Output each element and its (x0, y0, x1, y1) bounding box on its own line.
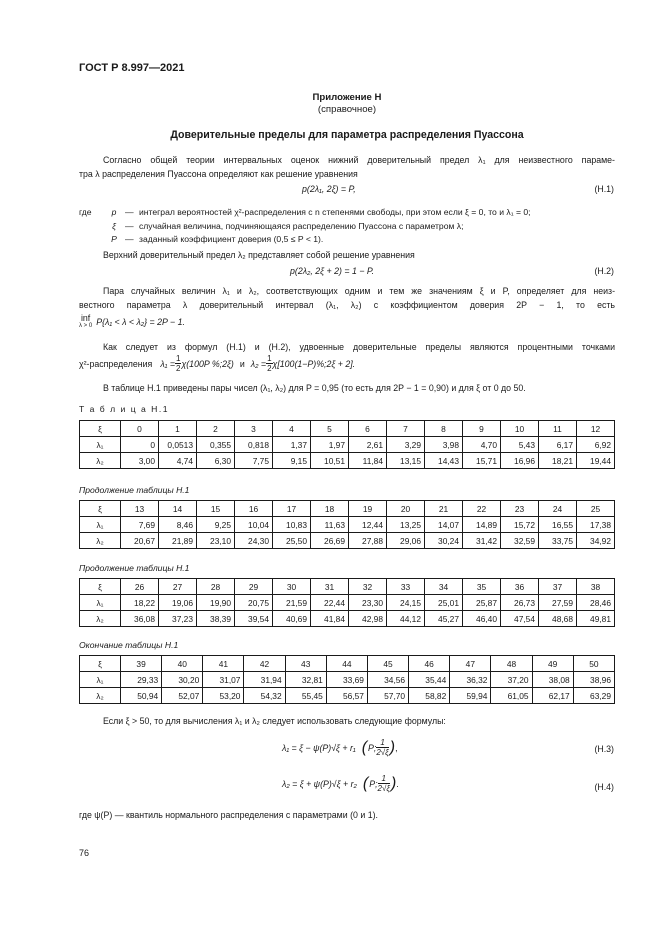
table-cell: 40 (162, 656, 203, 672)
table-cell: 31 (311, 579, 349, 595)
table-cell: 19,06 (159, 595, 197, 611)
table-cell: 58,82 (409, 688, 450, 704)
table-cell: 16,96 (501, 453, 539, 469)
table-cell: 8 (425, 421, 463, 437)
table-cell: 25,01 (425, 595, 463, 611)
table-cell: 18,21 (539, 453, 577, 469)
table-cell: 16,55 (539, 517, 577, 533)
row-label: λ₂ (80, 453, 121, 469)
table-cell: 21 (425, 501, 463, 517)
definition-symbol: P (111, 234, 117, 244)
table-cell: 31,42 (463, 533, 501, 549)
row-label: λ₂ (80, 611, 121, 627)
equation-h4-number: (Н.4) (594, 782, 614, 792)
definition-row: P — заданный коэффициент доверия (0,5 ≤ P < 1). (79, 233, 615, 247)
table-cell: 38,96 (573, 672, 614, 688)
table-cell: 49,81 (577, 611, 615, 627)
table-cell: 43 (285, 656, 326, 672)
table-cell: 9,25 (197, 517, 235, 533)
table-cell: 14 (159, 501, 197, 517)
data-table-2 (79, 500, 615, 549)
table-cell: 47,54 (501, 611, 539, 627)
table-cell: 2,61 (349, 437, 387, 453)
table-cell: 22 (463, 501, 501, 517)
table-cell: 0,355 (197, 437, 235, 453)
table-row (80, 688, 615, 704)
row-label: λ₂ (80, 533, 121, 549)
table-row (80, 533, 615, 549)
table-cell: 21,59 (273, 595, 311, 611)
table-cell: 36 (501, 579, 539, 595)
inf-operator: inf (80, 313, 91, 323)
equation-h3-lhs: λ₁ = ξ − ψ(P)√ξ + r₁ (282, 742, 356, 753)
data-table-3 (79, 578, 615, 627)
table-cell: 3,29 (387, 437, 425, 453)
upper-limit-text: Верхний доверительный предел λ₂ представляет собой решение уравнения (103, 250, 415, 260)
appendix-label: Приложение Н (312, 92, 382, 103)
equation-h3: λ₁ = ξ − ψ(P)√ξ + r₁ ( P; $\frac{1}{2√\xi}$ ) , (282, 738, 398, 757)
table-cell: 20,75 (235, 595, 273, 611)
half-fraction: $\frac{1}{2}$ (176, 354, 181, 373)
table-row (80, 437, 615, 453)
table-cell: 42 (244, 656, 285, 672)
table-row (80, 421, 615, 437)
table-cell: 13,25 (387, 517, 425, 533)
equation-h4-func: P; (369, 778, 378, 789)
table-cell: 29,33 (121, 672, 162, 688)
data-table-4 (79, 655, 615, 704)
table-cell: 5,43 (501, 437, 539, 453)
where-label: где (79, 207, 92, 217)
table-cell: 5 (311, 421, 349, 437)
equation-h3-number: (Н.3) (594, 744, 614, 754)
table-cell: 32,81 (285, 672, 326, 688)
table-cell: 38 (577, 579, 615, 595)
table-cell: 26,69 (311, 533, 349, 549)
table-cell: 1,97 (311, 437, 349, 453)
table-cell: 62,17 (532, 688, 573, 704)
table-cell: 1,37 (273, 437, 311, 453)
table-cell: 3,98 (425, 437, 463, 453)
table-cell: 13 (121, 501, 159, 517)
table-cell: 48 (491, 656, 532, 672)
table-cell: 1 (159, 421, 197, 437)
definition-symbol: ξ (112, 220, 116, 231)
intro-line-2: тра λ распределения Пуассона определяют как решение уравнения (79, 169, 358, 179)
table-cell: 6,30 (197, 453, 235, 469)
pair-line-1: Пара случайных величин λ₁ и λ₂, соответствующих одним и тем же значениям ξ и P, определяет для неиз- (103, 286, 615, 296)
table-cell: 19 (349, 501, 387, 517)
table-cell: 11 (539, 421, 577, 437)
table-cell: 26,73 (501, 595, 539, 611)
definition-row: ξ — случайная величина, подчиняющаяся распределению Пуассона с параметром λ; (79, 220, 615, 234)
table-cell: 23,30 (349, 595, 387, 611)
half-fraction: $\frac{1}{2}$ (267, 354, 272, 373)
table-cell: 11,63 (311, 517, 349, 533)
table-cell: 25,87 (463, 595, 501, 611)
table-cell: 10 (501, 421, 539, 437)
table-cell: 2 (197, 421, 235, 437)
table-cell: 29,06 (387, 533, 425, 549)
lambda2-tail: χ[100(1−P)%;2ξ + 2]. (272, 358, 356, 369)
table-cell: 33,75 (539, 533, 577, 549)
lambda2-expr: λ₂ = (250, 358, 267, 369)
table-cell: 28 (197, 579, 235, 595)
interval-expression: P{λ₁ < λ < λ₂} = 2P − 1. (96, 317, 185, 327)
table-cell: 7,75 (235, 453, 273, 469)
table-cell: 35,44 (409, 672, 450, 688)
table-cell: 19,90 (197, 595, 235, 611)
equation-h1: p(2λ₁, 2ξ) = P, (302, 184, 356, 194)
table-cell: 31,07 (203, 672, 244, 688)
table-cell: 28,46 (577, 595, 615, 611)
table-cell: 24,15 (387, 595, 425, 611)
table-cell: 56,57 (326, 688, 367, 704)
row-label: ξ (80, 579, 121, 595)
table-cell: 36,32 (450, 672, 491, 688)
table-cell: 9 (463, 421, 501, 437)
table-cell: 14,07 (425, 517, 463, 533)
table-cell: 24,30 (235, 533, 273, 549)
equation-h2-number: (Н.2) (594, 266, 614, 276)
table-cell: 14,89 (463, 517, 501, 533)
table-cell: 13,15 (387, 453, 425, 469)
table-cell: 29 (235, 579, 273, 595)
table-row (80, 672, 615, 688)
page-number: 76 (79, 848, 90, 858)
table-cell: 27 (159, 579, 197, 595)
table-row (80, 595, 615, 611)
row-label: ξ (80, 656, 121, 672)
equation-h3-func: P; (368, 742, 377, 753)
large-xi-text: Если ξ > 50, то для вычисления λ₁ и λ₂ следует использовать следующие формулы: (103, 716, 446, 726)
table-cell: 0 (121, 421, 159, 437)
table-cell: 15 (197, 501, 235, 517)
table-row (80, 517, 615, 533)
table-cell: 40,69 (273, 611, 311, 627)
table-cell: 19,44 (577, 453, 615, 469)
table-cell: 33,69 (326, 672, 367, 688)
table-cell: 34,92 (577, 533, 615, 549)
table-cell: 32 (349, 579, 387, 595)
row-label: λ₁ (80, 437, 121, 453)
table-cell: 48,68 (539, 611, 577, 627)
table-cell: 37 (539, 579, 577, 595)
intro-line-1: Согласно общей теории интервальных оценок нижний доверительный предел λ₁ для неизвестного параме- (103, 155, 615, 165)
table-intro: В таблице Н.1 приведены пары чисел (λ₁, λ₂) для P = 0,95 (то есть для 2P − 1 = 0,90) и для ξ от 0 до 50. (103, 383, 526, 393)
table-cell: 7,69 (121, 517, 159, 533)
table-caption: Окончание таблицы Н.1 (79, 640, 179, 650)
table-cell: 39,54 (235, 611, 273, 627)
table-cell: 41,84 (311, 611, 349, 627)
table-cell: 27,59 (539, 595, 577, 611)
follows-line-1: Как следует из формул (Н.1) и (Н.2), удвоенные доверительные пределы являются процентными точками (103, 342, 615, 352)
table-cell: 25 (577, 501, 615, 517)
table-cell: 12,44 (349, 517, 387, 533)
table-cell: 46,40 (463, 611, 501, 627)
table-cell: 20,67 (121, 533, 159, 549)
psi-note: где ψ(P) — квантиль нормального распределения с параметрами (0 и 1). (79, 810, 378, 820)
table-cell: 49 (532, 656, 573, 672)
table-cell: 0,818 (235, 437, 273, 453)
table-cell: 34 (425, 579, 463, 595)
table-cell: 30 (273, 579, 311, 595)
equation-h2: p(2λ₂, 2ξ + 2) = 1 − P. (290, 266, 375, 276)
inv-sqrt-fraction: $\frac{1}{2√\xi}$ (376, 738, 389, 757)
table-cell: 10,51 (311, 453, 349, 469)
table-cell: 20 (387, 501, 425, 517)
table-cell: 18,22 (121, 595, 159, 611)
table-caption: Т а б л и ц а Н.1 (79, 404, 170, 414)
table-cell: 18 (311, 501, 349, 517)
table-cell: 6,17 (539, 437, 577, 453)
and-word: и (239, 358, 245, 369)
equation-h4: λ₂ = ξ + ψ(P)√ξ + r₂ ( P; $\frac{1}{2√\xi}$ ) . (282, 774, 399, 793)
table-cell: 55,45 (285, 688, 326, 704)
row-label: ξ (80, 501, 121, 517)
table-cell: 45,27 (425, 611, 463, 627)
table-row (80, 611, 615, 627)
table-cell: 37,20 (491, 672, 532, 688)
table-cell: 22,44 (311, 595, 349, 611)
table-cell: 57,70 (367, 688, 408, 704)
table-cell: 50 (573, 656, 614, 672)
table-cell: 0 (121, 437, 159, 453)
row-label: λ₁ (80, 595, 121, 611)
table-cell: 10,83 (273, 517, 311, 533)
interval-formula (79, 314, 185, 330)
definition-text: заданный коэффициент доверия (0,5 ≤ P < 1). (139, 234, 324, 244)
table-cell: 4,70 (463, 437, 501, 453)
document-header: ГОСТ Р 8.997—2021 (79, 62, 185, 74)
table-cell: 17,38 (577, 517, 615, 533)
table-cell: 11,84 (349, 453, 387, 469)
table-cell: 31,94 (244, 672, 285, 688)
table-cell: 16 (235, 501, 273, 517)
table-cell: 10,04 (235, 517, 273, 533)
table-cell: 9,15 (273, 453, 311, 469)
appendix-note: (справочное) (317, 104, 377, 115)
table-cell: 6,92 (577, 437, 615, 453)
table-cell: 27,88 (349, 533, 387, 549)
table-cell: 38,39 (197, 611, 235, 627)
table-cell: 30,24 (425, 533, 463, 549)
equation-h4-lhs: λ₂ = ξ + ψ(P)√ξ + r₂ (282, 778, 357, 789)
table-cell: 37,23 (159, 611, 197, 627)
row-label: λ₁ (80, 672, 121, 688)
table-caption: Продолжение таблицы Н.1 (79, 563, 190, 573)
lambda1-expr: λ₁ = (160, 358, 175, 369)
row-label: λ₁ (80, 517, 121, 533)
table-cell: 35 (463, 579, 501, 595)
table-cell: 34,56 (367, 672, 408, 688)
table-row (80, 453, 615, 469)
table-cell: 53,20 (203, 688, 244, 704)
table-cell: 44,12 (387, 611, 425, 627)
appendix-title: Доверительные пределы для параметра распределения Пуассона (170, 129, 524, 141)
inv-sqrt-fraction: $\frac{1}{2√\xi}$ (377, 774, 390, 793)
row-label: λ₂ (80, 688, 121, 704)
table-cell: 24 (539, 501, 577, 517)
table-cell: 39 (121, 656, 162, 672)
table-cell: 23 (501, 501, 539, 517)
chi-prefix: χ²-распределения (79, 358, 153, 369)
definition-text: случайная величина, подчиняющаяся распределению Пуассона с параметром λ; (139, 220, 464, 231)
table-cell: 12 (577, 421, 615, 437)
table-cell: 46 (409, 656, 450, 672)
table-cell: 38,08 (532, 672, 573, 688)
table-cell: 25,50 (273, 533, 311, 549)
data-table-1 (79, 420, 615, 469)
equation-h1-number: (Н.1) (594, 184, 614, 194)
inf-subscript: λ > 0 (79, 323, 93, 329)
table-cell: 3 (235, 421, 273, 437)
table-cell: 54,32 (244, 688, 285, 704)
table-cell: 42,98 (349, 611, 387, 627)
table-cell: 7 (387, 421, 425, 437)
table-cell: 50,94 (121, 688, 162, 704)
table-cell: 44 (326, 656, 367, 672)
lambda1-tail: χ(100P %;2ξ) (181, 358, 234, 369)
table-cell: 23,10 (197, 533, 235, 549)
definition-symbol: p (111, 207, 117, 217)
table-cell: 59,94 (450, 688, 491, 704)
table-cell: 45 (367, 656, 408, 672)
definition-text: интеграл вероятностей χ²-распределения с n степенями свободы, при этом если ξ = 0, то и λ₁ = 0; (139, 207, 531, 217)
table-cell: 26 (121, 579, 159, 595)
table-cell: 33 (387, 579, 425, 595)
table-cell: 17 (273, 501, 311, 517)
table-cell: 3,00 (121, 453, 159, 469)
table-cell: 63,29 (573, 688, 614, 704)
table-cell: 8,46 (159, 517, 197, 533)
table-cell: 15,71 (463, 453, 501, 469)
table-cell: 4,74 (159, 453, 197, 469)
table-cell: 15,72 (501, 517, 539, 533)
table-cell: 61,05 (491, 688, 532, 704)
table-cell: 47 (450, 656, 491, 672)
table-cell: 0,0513 (159, 437, 197, 453)
table-row (80, 579, 615, 595)
definitions-list (79, 206, 615, 247)
table-cell: 21,89 (159, 533, 197, 549)
definition-row: где p — интеграл вероятностей χ²-распределения с n степенями свободы, при этом если ξ = 0, то и λ₁ = 0; (79, 206, 615, 220)
table-caption: Продолжение таблицы Н.1 (79, 485, 190, 495)
table-cell: 32,59 (501, 533, 539, 549)
table-cell: 30,20 (162, 672, 203, 688)
table-cell: 41 (203, 656, 244, 672)
table-cell: 4 (273, 421, 311, 437)
follows-line-2 (79, 354, 355, 373)
table-row (80, 656, 615, 672)
table-cell: 36,08 (121, 611, 159, 627)
pair-line-2: вестного параметра λ доверительный интервал (λ₁, λ₂) с коэффициентом доверия 2P − 1, то есть (79, 300, 615, 310)
table-cell: 14,43 (425, 453, 463, 469)
table-row (80, 501, 615, 517)
table-cell: 52,07 (162, 688, 203, 704)
table-cell: 6 (349, 421, 387, 437)
row-label: ξ (80, 421, 121, 437)
